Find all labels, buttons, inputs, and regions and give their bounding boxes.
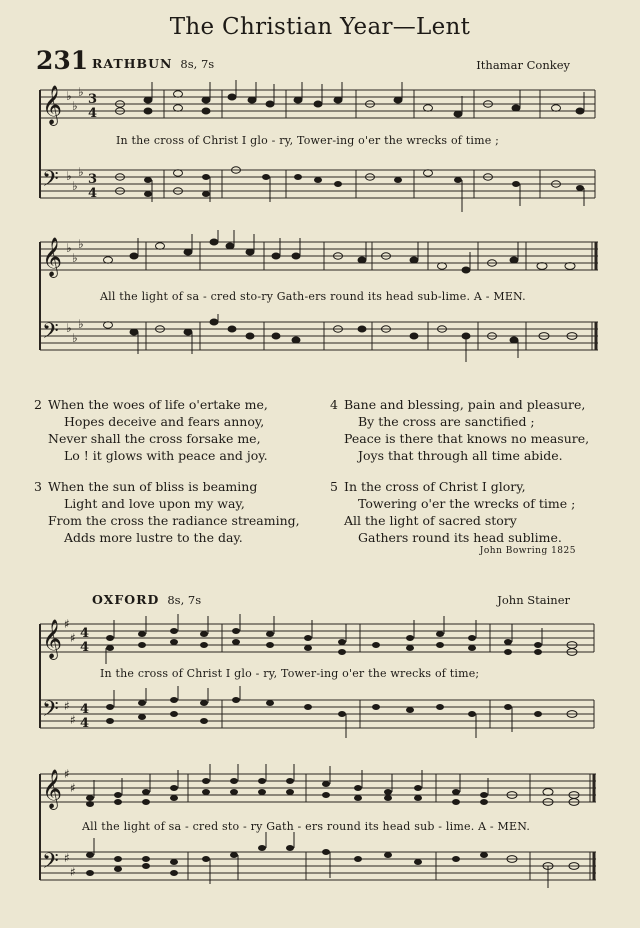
- svg-text:♭: ♭: [78, 237, 84, 251]
- verse-line: 2 When the woes of life o'ertake me,: [34, 397, 268, 412]
- hymn2-lyrics-line2: All the light of sa - cred sto - ry Gath - ers round its head sub - lime. A - MEN.: [82, 820, 531, 833]
- verse-line: Joys that through all time abide.: [358, 448, 563, 463]
- tune-meter: 8s, 7s: [180, 57, 215, 71]
- tune-name-text: RATHBUN: [92, 56, 173, 71]
- svg-text:♭: ♭: [66, 89, 72, 103]
- stems-treble: [138, 230, 518, 270]
- svg-text:♯: ♯: [64, 699, 70, 713]
- composer-conkey: Ithamar Conkey: [476, 58, 570, 72]
- tune-name-rathbun: [92, 56, 214, 71]
- notes-bass: [86, 845, 579, 876]
- tune-name-text: OXFORD: [92, 592, 160, 607]
- verse-4: [330, 396, 589, 464]
- svg-text:♭: ♭: [66, 321, 72, 335]
- verse-line: Lo ! it glows with peace and joy.: [64, 448, 268, 463]
- svg-text:♭: ♭: [78, 317, 84, 331]
- svg-text:♯: ♯: [70, 865, 76, 879]
- staff-lines-bass: [40, 700, 594, 728]
- staff-lines-bass: [40, 852, 596, 880]
- svg-text:3: 3: [88, 92, 98, 107]
- stems-bass: [138, 314, 518, 362]
- tune-meter: 8s, 7s: [167, 593, 202, 607]
- verse-2: [34, 396, 268, 464]
- verse-line: Adds more lustre to the day.: [64, 530, 243, 545]
- verse-line: 4 Bane and blessing, pain and pleasure,: [330, 397, 586, 412]
- verse-line: From the cross the radiance streaming,: [48, 513, 300, 528]
- bass-clef: 𝄢: [42, 167, 59, 197]
- staff-lines-treble: [40, 242, 598, 270]
- svg-text:♭: ♭: [66, 241, 72, 255]
- tune-name-oxford: [92, 592, 201, 607]
- notes-treble: [106, 628, 577, 655]
- svg-text:♯: ♯: [64, 851, 70, 865]
- verse-3: [34, 478, 300, 546]
- svg-text:♭: ♭: [72, 331, 78, 345]
- svg-text:♯: ♯: [70, 781, 76, 795]
- hymn1-lyrics-line1: In the cross of Christ I glo - ry, Tower-ing o'er the wrecks of time ;: [116, 134, 500, 147]
- hymn2-lyrics-line1: In the cross of Christ I glo - ry, Tower-ing o'er the wrecks of time;: [100, 667, 480, 680]
- staff-lines-treble: [40, 624, 594, 652]
- svg-text:♭: ♭: [66, 169, 72, 183]
- svg-text:4: 4: [80, 702, 90, 717]
- verse-line: Gathers round its head sublime.: [358, 530, 562, 545]
- verse-line: Light and love upon my way,: [64, 496, 245, 511]
- notes-bass: [116, 167, 585, 197]
- composer-stainer: John Stainer: [497, 593, 570, 607]
- verse-5: [330, 478, 575, 546]
- music-system-1: [0, 78, 640, 218]
- treble-clef: 𝄞: [42, 769, 63, 809]
- verse-line: Peace is there that knows no measure,: [344, 431, 590, 446]
- svg-text:♭: ♭: [72, 179, 78, 193]
- page-title: The Christian Year—Lent: [169, 14, 471, 40]
- svg-text:♯: ♯: [70, 631, 76, 645]
- notes-treble: [86, 778, 579, 807]
- stems-treble: [106, 614, 542, 664]
- verse-line: 5 In the cross of Christ I glory,: [330, 479, 526, 494]
- notes-bass: [106, 697, 577, 724]
- treble-clef: 𝄞: [42, 237, 63, 277]
- verse-line: Never shall the cross forsake me,: [48, 431, 261, 446]
- svg-text:3: 3: [88, 172, 98, 187]
- verse-line: Hopes deceive and fears annoy,: [64, 414, 265, 429]
- verse-line: 3 When the sun of bliss is beaming: [34, 479, 258, 494]
- key-signature: [64, 767, 76, 879]
- svg-text:♭: ♭: [78, 165, 84, 179]
- music-system-3: [0, 612, 640, 752]
- time-signature: [80, 626, 89, 731]
- verse-line: Towering o'er the wrecks of time ;: [358, 496, 576, 511]
- svg-text:♯: ♯: [64, 767, 70, 781]
- svg-text:4: 4: [80, 716, 90, 731]
- key-signature: [64, 617, 76, 727]
- svg-text:♭: ♭: [78, 85, 84, 99]
- bass-clef: 𝄢: [42, 849, 59, 879]
- svg-text:♭: ♭: [72, 251, 78, 265]
- hymn1-lyrics-line2: All the light of sa - cred sto-ry Gath-ers round its head sub-lime. A - MEN.: [100, 290, 526, 303]
- svg-text:♭: ♭: [72, 99, 78, 113]
- hymn-number: 231: [36, 46, 89, 75]
- svg-text:4: 4: [88, 186, 98, 201]
- time-signature: [88, 92, 97, 201]
- svg-text:4: 4: [88, 106, 98, 121]
- svg-text:4: 4: [80, 626, 90, 641]
- verse-line: All the light of sacred story: [344, 513, 517, 528]
- bass-clef: 𝄢: [42, 319, 59, 349]
- author-credit: John Bowring 1825: [479, 546, 576, 556]
- bass-clef: 𝄢: [42, 697, 59, 727]
- staff-lines-treble: [40, 774, 596, 802]
- notes-bass: [104, 319, 578, 343]
- treble-clef: 𝄞: [42, 85, 63, 125]
- svg-text:♯: ♯: [64, 617, 70, 631]
- treble-clef: 𝄞: [42, 619, 63, 659]
- svg-text:♯: ♯: [70, 713, 76, 727]
- verse-line: By the cross are sanctified ;: [358, 414, 535, 429]
- staff-lines-bass: [40, 322, 598, 350]
- svg-text:4: 4: [80, 640, 90, 655]
